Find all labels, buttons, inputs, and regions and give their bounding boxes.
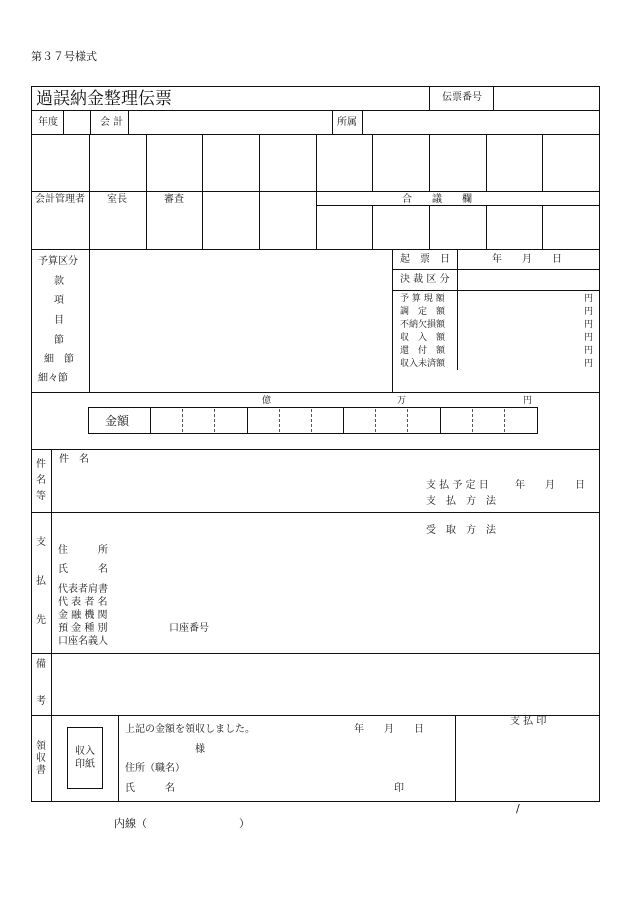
amount-label-0: 予 算 現 額 (400, 294, 445, 304)
slip-number-label: 伝票番号 (442, 92, 482, 103)
remarks-side-0: 備 (36, 659, 46, 670)
payment-seal-label: 支 払 印 (510, 716, 547, 727)
receipt-side-0: 領 (36, 741, 46, 752)
rep-name-label: 代 表 者 名 (58, 597, 108, 608)
manager-label: 会計管理者 (35, 194, 85, 205)
payee-address-label: 住 所 (58, 545, 108, 556)
amount-label-5: 収入未済額 (400, 359, 446, 369)
payee-name-label: 氏 名 (58, 564, 108, 575)
review-label: 審査 (164, 194, 184, 205)
council-label: 合 議 欄 (402, 194, 472, 205)
amount-label: 金額 (105, 414, 130, 428)
slash-mark: / (516, 802, 520, 815)
draft-date-label: 起 票 日 (400, 254, 450, 265)
unit-yen: 円 (523, 396, 533, 406)
budget-label-1: 款 (54, 276, 64, 287)
subject-side-1: 名 (36, 475, 46, 486)
unit-man: 万 (397, 396, 407, 406)
sama-label: 様 (195, 744, 205, 755)
page-title: 過誤納金整理伝票 (36, 89, 172, 109)
receipt-address-label: 住所（職名） (125, 763, 185, 774)
received-text: 上記の金額を領収しました。 (125, 724, 255, 735)
receipt-date-value[interactable]: 年 月 日 (354, 724, 424, 735)
draft-date-value[interactable]: 年 月 日 (492, 254, 562, 265)
year-label: 年度 (38, 117, 58, 128)
unit-oku: 億 (262, 396, 272, 406)
amount-label-3: 収 入 額 (400, 333, 446, 343)
amount-box[interactable] (88, 407, 538, 434)
slip-form (31, 86, 600, 802)
seal-mark: 印 (394, 783, 404, 794)
payee-side-0: 支 (36, 537, 46, 548)
stamp-label-2: 印紙 (75, 759, 95, 770)
yen-4: 円 (584, 346, 594, 356)
budget-label-6: 細々節 (38, 373, 68, 384)
holder-label: 口座名義人 (58, 636, 108, 647)
yen-3: 円 (584, 333, 594, 343)
amount-label-4: 還 付 額 (400, 346, 446, 356)
yen-1: 円 (584, 307, 594, 317)
revenue-stamp-box[interactable] (67, 727, 103, 789)
stamp-label-1: 収入 (75, 746, 95, 757)
extension-input[interactable] (150, 817, 238, 831)
payee-side-2: 先 (36, 615, 46, 626)
payment-method-label: 支 払 方 法 (426, 496, 496, 507)
yen-0: 円 (584, 294, 594, 304)
budget-label-4: 節 (54, 335, 64, 346)
dept-label: 所属 (337, 117, 357, 128)
bank-label: 金 融 機 関 (58, 610, 108, 621)
receive-method-label: 受 取 方 法 (426, 525, 496, 536)
subject-side-2: 等 (36, 491, 46, 502)
payment-date-value[interactable]: 年 月 日 (515, 480, 585, 491)
budget-label-2: 項 (54, 295, 64, 306)
subject-side-0: 件 (36, 459, 46, 470)
amount-label-1: 調 定 額 (400, 307, 446, 317)
account-label: 会 計 (100, 117, 124, 128)
receipt-side-1: 収 (36, 753, 46, 764)
payee-side-1: 払 (36, 576, 46, 587)
rep-title-label: 代表者肩書 (58, 584, 108, 595)
budget-label-3: 目 (54, 315, 64, 326)
receipt-name-label: 氏 名 (125, 783, 175, 794)
budget-label-5: 細 節 (44, 354, 74, 365)
receipt-side-2: 書 (36, 765, 46, 776)
deposit-type-label: 預 金 種 別 (58, 623, 108, 634)
form-number: 第３７号様式 (31, 50, 97, 63)
account-number-label: 口座番号 (169, 623, 209, 634)
remarks-side-1: 考 (36, 696, 46, 707)
subject-name-label: 件 名 (59, 454, 89, 465)
extension-close: ） (239, 817, 250, 830)
amount-label-2: 不納欠損額 (400, 320, 446, 330)
yen-5: 円 (584, 359, 594, 369)
extension-label: 内線（ (114, 817, 147, 830)
budget-label-0: 予算区分 (38, 256, 78, 267)
payment-date-label: 支 払 予 定 日 (426, 480, 489, 491)
decision-label: 決 裁 区 分 (400, 274, 450, 285)
yen-2: 円 (584, 320, 594, 330)
chief-label: 室長 (107, 194, 127, 205)
